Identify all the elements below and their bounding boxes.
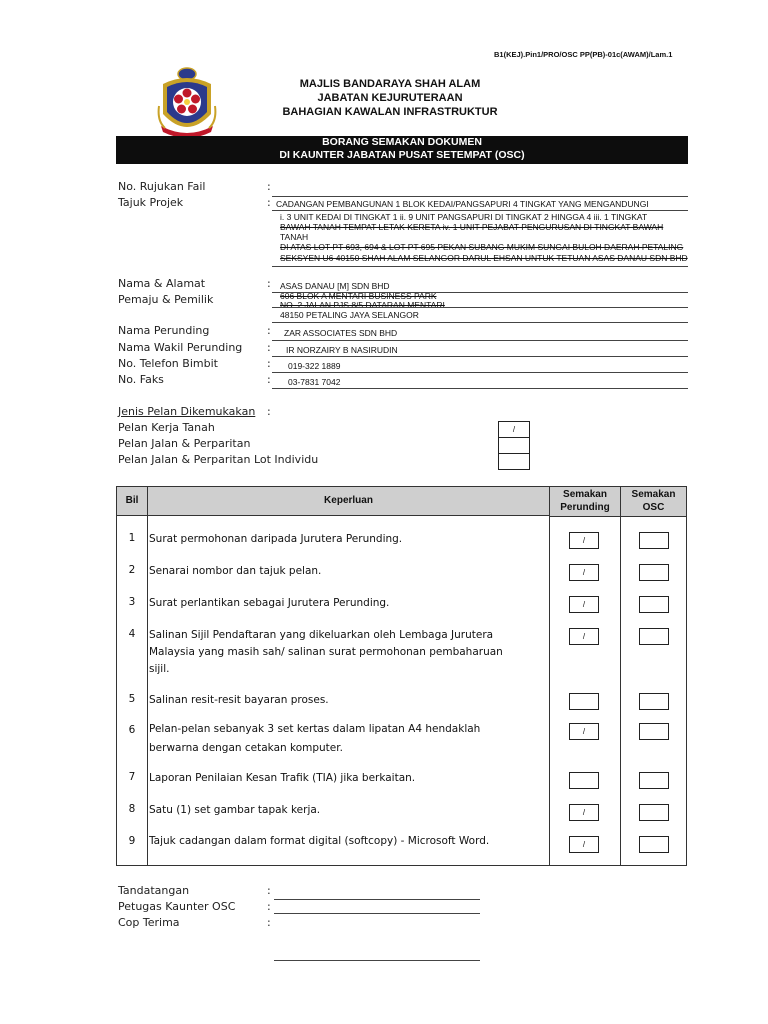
colon: :	[267, 324, 271, 337]
row-keperluan	[149, 692, 544, 709]
pelan-checkbox[interactable]: /	[498, 421, 530, 438]
row-text: Tajuk cadangan dalam format digital (softcopy) - Microsoft Word.	[149, 835, 490, 847]
nama-perunding-value: ZAR ASSOCIATES SDN BHD	[284, 328, 398, 338]
nama-wakil-value: IR NORZAIRY B NASIRUDIN	[286, 345, 398, 355]
pelan-option-label: Pelan Kerja Tanah	[118, 421, 215, 434]
row-keperluan	[149, 595, 544, 612]
row-text: Senarai nombor dan tajuk pelan.	[149, 565, 322, 577]
perunding-checkbox[interactable]: /	[569, 628, 599, 645]
telefon-value: 019-322 1889	[288, 361, 341, 371]
col-bil-header: Bil	[117, 487, 147, 516]
row-text: berwarna dengan cetakan komputer.	[149, 742, 343, 754]
tajuk-line: CADANGAN PEMBANGUNAN 1 BLOK KEDAI/PANGSAPURI 4 TINGKAT YANG MENGANDUNGI	[276, 199, 649, 209]
perunding-checkbox[interactable]: /	[569, 532, 599, 549]
row-keperluan	[149, 627, 544, 678]
checklist-table	[116, 486, 687, 866]
colon: :	[267, 196, 271, 209]
colon: :	[267, 373, 271, 386]
tajuk-line: i. 3 UNIT KEDAI DI TINGKAT 1 ii. 9 UNIT PANGSAPURI DI TINGKAT 2 HINGGA 4 iii. 1 TINGKAT	[280, 212, 648, 222]
pemaju-line: NO. 2 JALAN PJS 8/5 DATARAN MENTARI	[280, 300, 445, 310]
row-keperluan	[149, 720, 544, 758]
row-bil: 7	[128, 771, 136, 783]
petugas-label: Petugas Kaunter OSC	[118, 900, 236, 913]
row-text: Laporan Penilaian Kesan Trafik (TIA) jika berkaitan.	[149, 772, 416, 784]
osc-checkbox[interactable]	[639, 564, 669, 581]
row-bil: 6	[128, 724, 136, 736]
row-bil: 1	[128, 532, 136, 544]
colon: :	[267, 405, 271, 418]
form-title-band	[116, 136, 688, 164]
row-bil: 5	[128, 693, 136, 705]
perunding-checkbox[interactable]: /	[569, 723, 599, 740]
tajuk-line: BAWAH TANAH TEMPAT LETAK KERETA iv. 1 UNIT PEJABAT PENGURUSAN DI TINGKAT BAWAH	[280, 222, 664, 232]
header-line: Semakan	[563, 489, 607, 500]
perunding-checkbox[interactable]: /	[569, 836, 599, 853]
nama-alamat-label: Nama & Alamat	[118, 277, 206, 290]
faks-label: No. Faks	[118, 373, 164, 386]
pemaju-pemilik-label: Pemaju & Pemilik	[118, 293, 214, 306]
col-perunding-header	[550, 487, 620, 517]
osc-checkbox[interactable]	[639, 804, 669, 821]
form-reference: B1(KEJ).Pin1/PRO/OSC PP(PB)-01c(AWAM)/Lam.1	[494, 50, 673, 59]
row-text: Surat perlantikan sebagai Jurutera Perunding.	[149, 597, 390, 609]
cop-line[interactable]	[274, 960, 480, 961]
tajuk-line: DI ATAS LOT PT 693, 694 & LOT PT 695 PEKAN SUBANG MUKIM SUNGAI BULOH DAERAH PETALING	[280, 242, 684, 252]
pemaju-line: 606 BLOK A MENTARI BUSINESS PARK	[280, 291, 437, 301]
perunding-checkbox[interactable]	[569, 772, 599, 789]
pemaju-line: 48150 PETALING JAYA SELANGOR	[280, 310, 419, 320]
pelan-checkbox[interactable]	[498, 437, 530, 454]
form-title-line1: BORANG SEMAKAN DOKUMEN	[322, 136, 482, 148]
row-bil: 4	[128, 628, 136, 640]
colon: :	[267, 884, 271, 897]
department-name: JABATAN KEJURUTERAAN	[317, 92, 463, 104]
pelan-option-label: Pelan Jalan & Perparitan Lot Individu	[118, 453, 319, 466]
row-keperluan	[149, 563, 544, 580]
osc-checkbox[interactable]	[639, 596, 669, 613]
division-name: BAHAGIAN KAWALAN INFRASTRUKTUR	[282, 106, 498, 118]
perunding-checkbox[interactable]	[569, 693, 599, 710]
row-text: Surat permohonan daripada Jurutera Perunding.	[149, 533, 403, 545]
row-bil: 9	[128, 835, 136, 847]
row-text: Malaysia yang masih sah/ salinan surat permohonan pembaharuan	[149, 646, 503, 658]
osc-checkbox[interactable]	[639, 693, 669, 710]
colon: :	[267, 277, 271, 290]
nama-perunding-label: Nama Perunding	[118, 324, 210, 337]
colon: :	[267, 180, 271, 193]
colon: :	[267, 357, 271, 370]
perunding-checkbox[interactable]: /	[569, 804, 599, 821]
tajuk-line: SEKSYEN U6 40150 SHAH ALAM SELANGOR DARUL EHSAN UNTUK TETUAN ASAS DANAU SDN BHD	[280, 253, 688, 263]
perunding-checkbox[interactable]: /	[569, 596, 599, 613]
osc-checkbox[interactable]	[639, 628, 669, 645]
pelan-option-label: Pelan Jalan & Perparitan	[118, 437, 251, 450]
jenis-pelan-label: Jenis Pelan Dikemukakan	[118, 405, 256, 418]
form-title-line2: DI KAUNTER JABATAN PUSAT SETEMPAT (OSC)	[279, 149, 525, 161]
perunding-checkbox[interactable]: /	[569, 564, 599, 581]
colon: :	[267, 341, 271, 354]
council-name: MAJLIS BANDARAYA SHAH ALAM	[299, 78, 481, 90]
row-bil: 3	[128, 596, 136, 608]
row-keperluan	[149, 531, 544, 548]
col-keperluan-header: Keperluan	[148, 487, 549, 516]
nama-wakil-label: Nama Wakil Perunding	[118, 341, 243, 354]
osc-checkbox[interactable]	[639, 772, 669, 789]
osc-checkbox[interactable]	[639, 532, 669, 549]
row-text: Satu (1) set gambar tapak kerja.	[149, 804, 321, 816]
row-text: Salinan resit-resit bayaran proses.	[149, 694, 329, 706]
row-bil: 8	[128, 803, 136, 815]
colon: :	[267, 900, 271, 913]
telefon-label: No. Telefon Bimbit	[118, 357, 218, 370]
tandatangan-label: Tandatangan	[118, 884, 190, 897]
pelan-checkbox[interactable]	[498, 453, 530, 470]
petugas-line[interactable]	[274, 913, 480, 914]
faks-value: 03-7831 7042	[288, 377, 341, 387]
header-line: Semakan	[631, 489, 676, 500]
pemaju-line: ASAS DANAU [M] SDN BHD	[280, 281, 390, 291]
row-keperluan	[149, 833, 544, 850]
osc-checkbox[interactable]	[639, 723, 669, 740]
row-bil: 2	[128, 564, 136, 576]
signature-line[interactable]	[274, 899, 480, 900]
row-keperluan	[149, 802, 544, 819]
header-line: OSC	[642, 502, 665, 513]
row-keperluan	[149, 770, 544, 787]
tajuk-line: TANAH	[280, 232, 309, 242]
row-text: Pelan-pelan sebanyak 3 set kertas dalam lipatan A4 hendaklah	[149, 723, 481, 735]
tajuk-projek-label: Tajuk Projek	[118, 196, 184, 209]
osc-checkbox[interactable]	[639, 836, 669, 853]
col-osc-header	[621, 487, 686, 517]
header-line: Perunding	[560, 502, 610, 513]
city-council-crest-logo	[157, 66, 217, 140]
row-text: sijil.	[149, 663, 170, 675]
colon: :	[267, 916, 271, 929]
cop-terima-label: Cop Terima	[118, 916, 180, 929]
no-rujukan-label: No. Rujukan Fail	[118, 180, 206, 193]
row-text: Salinan Sijil Pendaftaran yang dikeluarkan oleh Lembaga Jurutera	[149, 629, 494, 641]
